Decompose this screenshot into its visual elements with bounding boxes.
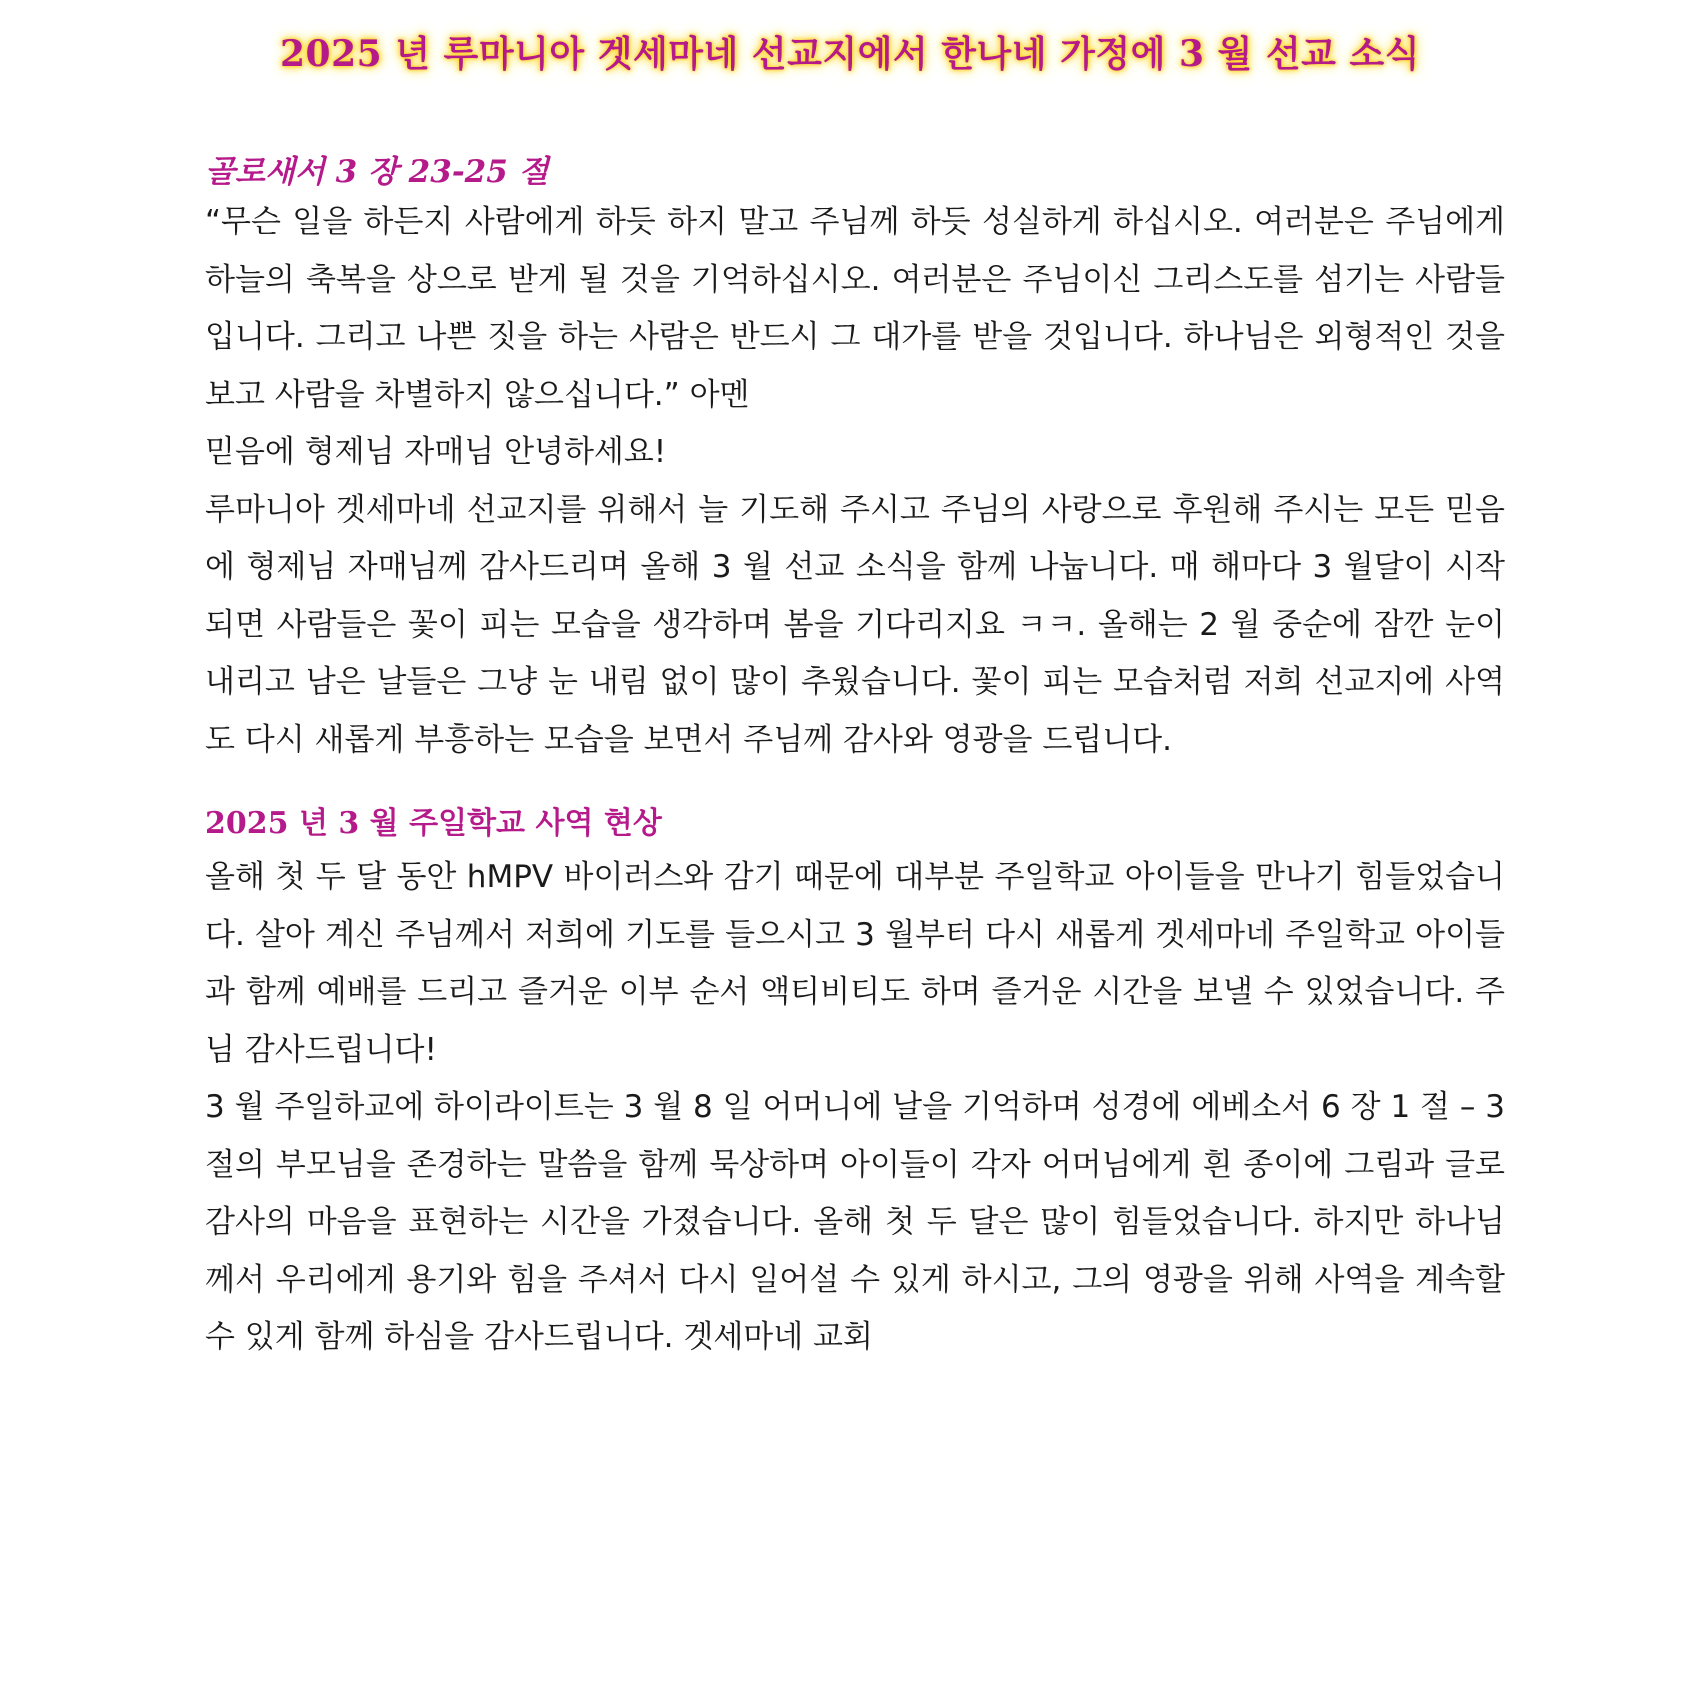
greeting: 믿음에 형제님 자매님 안녕하세요!: [205, 434, 667, 470]
verse-text: “무슨 일을 하든지 사람에게 하듯 하지 말고 주님께 하듯 성실하게 하십시오. 여러분은 주님에게 하늘의 축복을 상으로 받게 될 것을 기억하십시오. 여러분은 주님이신 그리스도를 섬기는 사람들입니다. 그리고 나쁜 짓을 하는 사람은 반드시 그 대가를 받을 것입니다. 하나님은 외형적인 것을 보고 사람을 차별하지 않으십니다.” 아멘: [205, 204, 1505, 413]
document-title: 2025 년 루마니아 겟세마네 선교지에서 한나네 가정에 3 월 선교 소식: [280, 33, 1420, 76]
paragraph-highlight: 3 월 주일하교에 하이라이트는 3 월 8 일 어머니에 날을 기억하며 성경에 에베소서 6 장 1 절 – 3 절의 부모님을 존경하는 말씀을 함께 묵상하며 아이들이 각자 어머님에게 흰 종이에 그림과 글로 감사의 마음을 표현하는 시간을 가졌습니다. 올해 첫 두 달은 많이 힘들었습니다. 하지만 하나님께서 우리에게 용기와 힘을 주셔서 다시 일어설 수 있게 하시고, 그의 영광을 위해 사역을 계속할 수 있게 함께 하심을 감사드립니다. 겟세마네 교회: [205, 1089, 1505, 1355]
verse-reference: 골로새서 3 장 23-25 절: [205, 154, 549, 190]
section-heading: 2025 년 3 월 주일학교 사역 현상: [205, 806, 662, 841]
paragraph-sunday-school: 올해 첫 두 달 동안 hMPV 바이러스와 감기 때문에 대부분 주일학교 아이들을 만나기 힘들었습니다. 살아 계신 주님께서 저희에 기도를 들으시고 3 월부터 다시 새롭게 겟세마네 주일학교 아이들과 함께 예배를 드리고 즐거운 이부 순서 액티비티도 하며 즐거운 시간을 보낼 수 있었습니다. 주님 감사드립니다!: [205, 859, 1505, 1068]
paragraph-intro: 루마니아 겟세마네 선교지를 위해서 늘 기도해 주시고 주님의 사랑으로 후원해 주시는 모든 믿음에 형제님 자매님께 감사드리며 올해 3 월 선교 소식을 함께 나눕니다. 매 해마다 3 월달이 시작되면 사람들은 꽃이 피는 모습을 생각하며 봄을 기다리지요 ㅋㅋ. 올해는 2 월 중순에 잠깐 눈이 내리고 남은 날들은 그냥 눈 내림 없이 많이 추웠습니다. 꽃이 피는 모습처럼 저희 선교지에 사역도 다시 새롭게 부흥하는 모습을 보면서 주님께 감사와 영광을 드립니다.: [205, 491, 1505, 758]
document-body: [205, 150, 1505, 1367]
